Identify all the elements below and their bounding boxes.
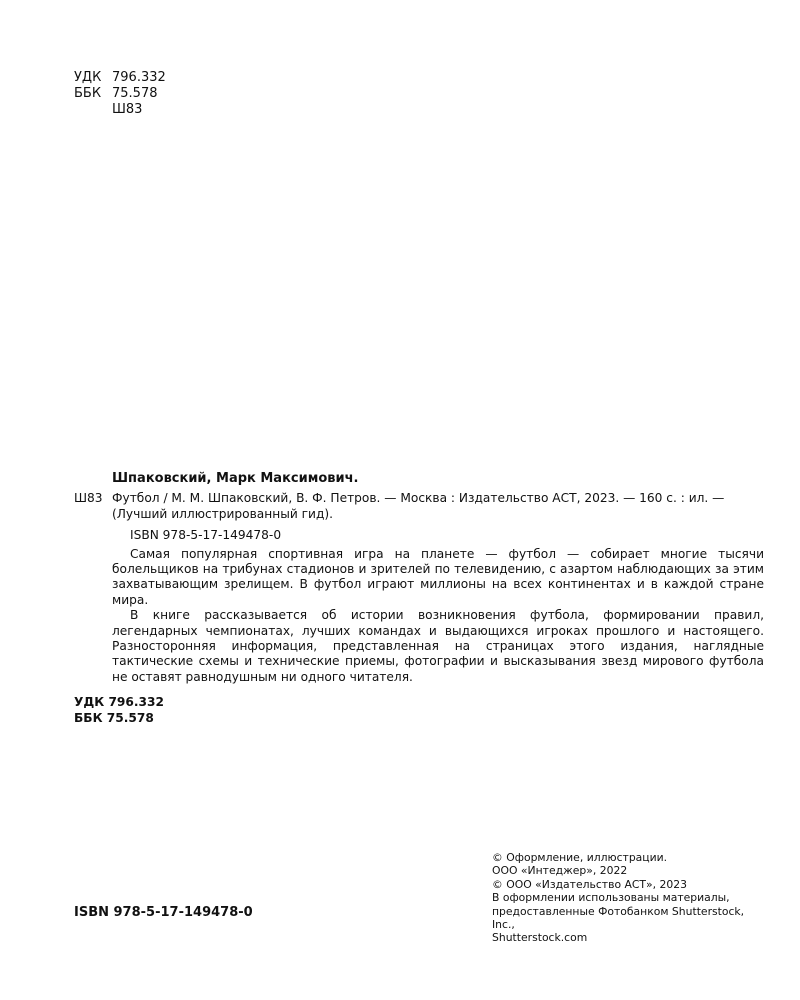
copyright-block xyxy=(492,851,762,945)
copyright-line: В оформлении использованы материалы, xyxy=(492,891,730,905)
copyright-line: © Оформление, иллюстрации. xyxy=(492,851,668,864)
bbk-label: ББК xyxy=(74,86,102,101)
annotation xyxy=(112,547,764,686)
record-title: Футбол / М. М. Шпаковский, В. Ф. Петров. — Москва : Издательство АСТ, 2023. — 160 с. : ил. — (Лучший иллюстрированный гид). xyxy=(112,491,725,521)
annotation-paragraph-1: Самая популярная спортивная игра на планете — футбол — собирает многие тысячи болельщиков на трибунах стадионов и зрителей по телевидению, с азартом наблюдающих за этим захватывающим зрелищем. В футбол играют миллионы на всех континентах и в каждой стране мира. xyxy=(112,546,764,607)
record-author: Шпаковский, Марк Максимович. xyxy=(112,471,359,486)
bibliographic-record xyxy=(74,471,764,726)
record-entry xyxy=(74,491,764,522)
record-mark: Ш83 xyxy=(74,491,103,506)
isbn-footer: ISBN 978-5-17-149478-0 xyxy=(74,905,253,920)
copyright-line: Shutterstock.com xyxy=(492,931,588,945)
copyright-line: предоставленные Фотобанком Shutterstock, Inc., xyxy=(492,904,745,932)
author-mark: Ш83 xyxy=(112,102,143,117)
record-bbk: ББК 75.578 xyxy=(74,710,154,725)
copyright-line: © ООО «Издательство АСТ», 2023 xyxy=(492,877,687,891)
copyright-line: ООО «Интеджер», 2022 xyxy=(492,864,628,878)
annotation-paragraph-2: В книге рассказывается об истории возникновения футбола, формировании правил, легендарных чемпионатах, лучших командах и выдающихся игроках прошлого и настоящего. Разносторонняя информация, представленная на страницах этого издания, наглядные тактические схемы и технические приемы, фотографии и высказывания звезд мирового футбола не оставят равнодушным ни одного читателя. xyxy=(112,608,764,684)
bbk-value: 75.578 xyxy=(112,86,158,101)
record-udk: УДК 796.332 xyxy=(74,695,164,710)
bbk-row xyxy=(74,86,166,102)
udk-label: УДК xyxy=(74,70,102,85)
udk-row xyxy=(74,70,166,86)
udk-value: 796.332 xyxy=(112,70,166,85)
record-classification xyxy=(74,695,726,726)
classification-header xyxy=(74,70,166,118)
record-isbn: ISBN 978-5-17-149478-0 xyxy=(130,528,282,543)
author-mark-row xyxy=(74,102,166,118)
